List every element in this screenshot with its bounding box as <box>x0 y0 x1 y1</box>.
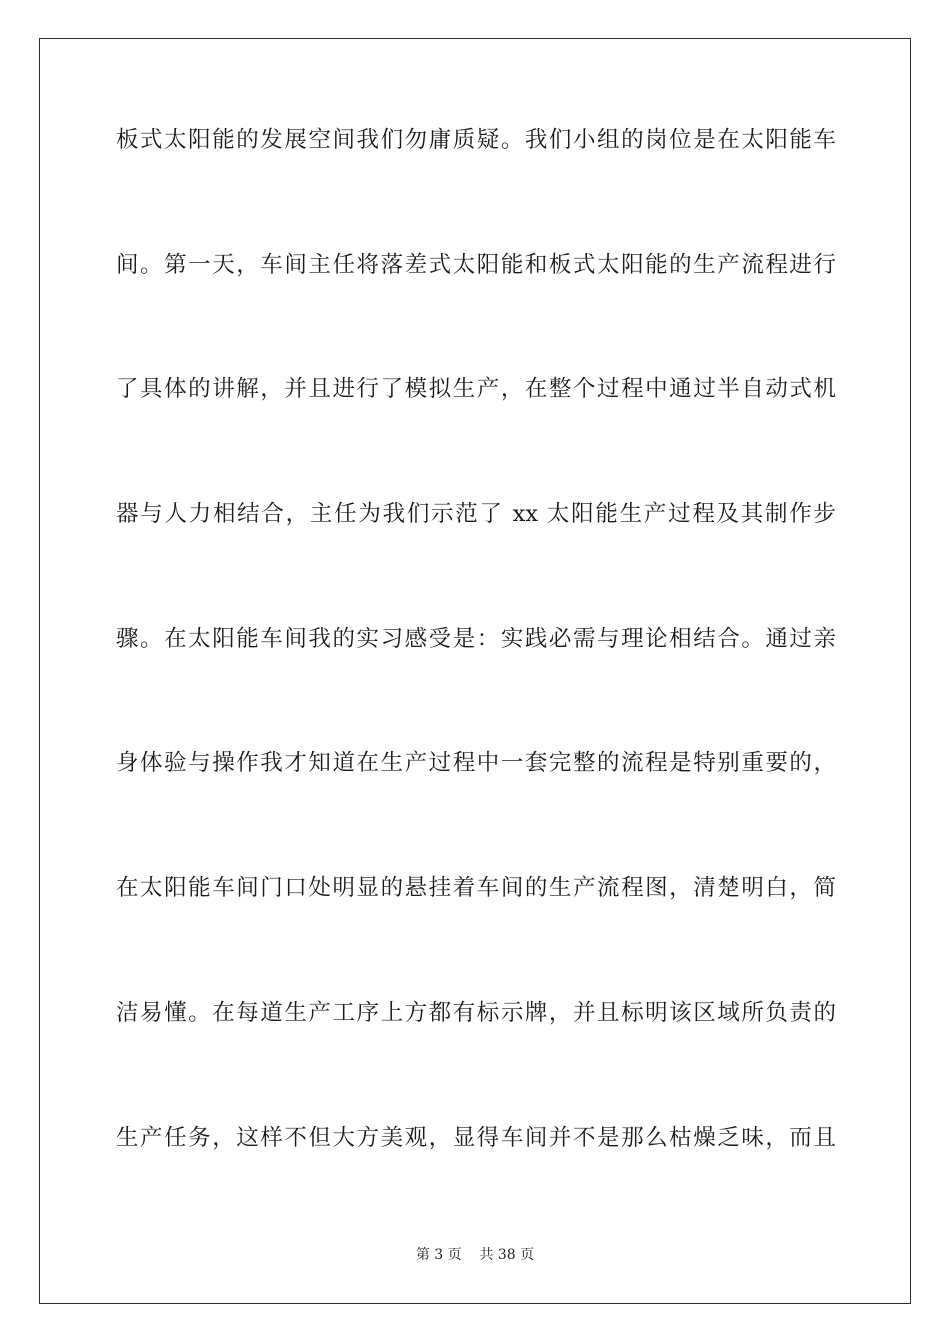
text-line-1: 板式太阳能的发展空间我们勿庸质疑。我们小组的岗位是在太阳能车 <box>116 127 836 153</box>
page-number-footer: 第 3 页 共 38 页 <box>415 1247 535 1263</box>
text-line-4: 器与人力相结合，主任为我们示范了 xx 太阳能生产过程及其制作步 <box>116 501 836 528</box>
text-line-7: 在太阳能车间门口处明显的悬挂着车间的生产流程图，清楚明白，简 <box>116 875 836 902</box>
text-line-8: 洁易懂。在每道生产工序上方都有标示牌，并且标明该区域所负责的 <box>116 999 836 1026</box>
document-body <box>116 128 836 1250</box>
text-line-2: 间。第一天，车间主任将落差式太阳能和板式太阳能的生产流程进行 <box>116 251 836 278</box>
text-line-6: 身体验与操作我才知道在生产过程中一套完整的流程是特别重要的， <box>116 750 836 777</box>
text-line-9: 生产任务，这样不但大方美观，显得车间并不是那么枯燥乏味，而且 <box>116 1124 836 1151</box>
text-line-3: 了具体的讲解，并且进行了模拟生产，在整个过程中通过半自动式机 <box>116 376 836 403</box>
text-line-5: 骤。在太阳能车间我的实习感受是：实践必需与理论相结合。通过亲 <box>116 625 836 652</box>
